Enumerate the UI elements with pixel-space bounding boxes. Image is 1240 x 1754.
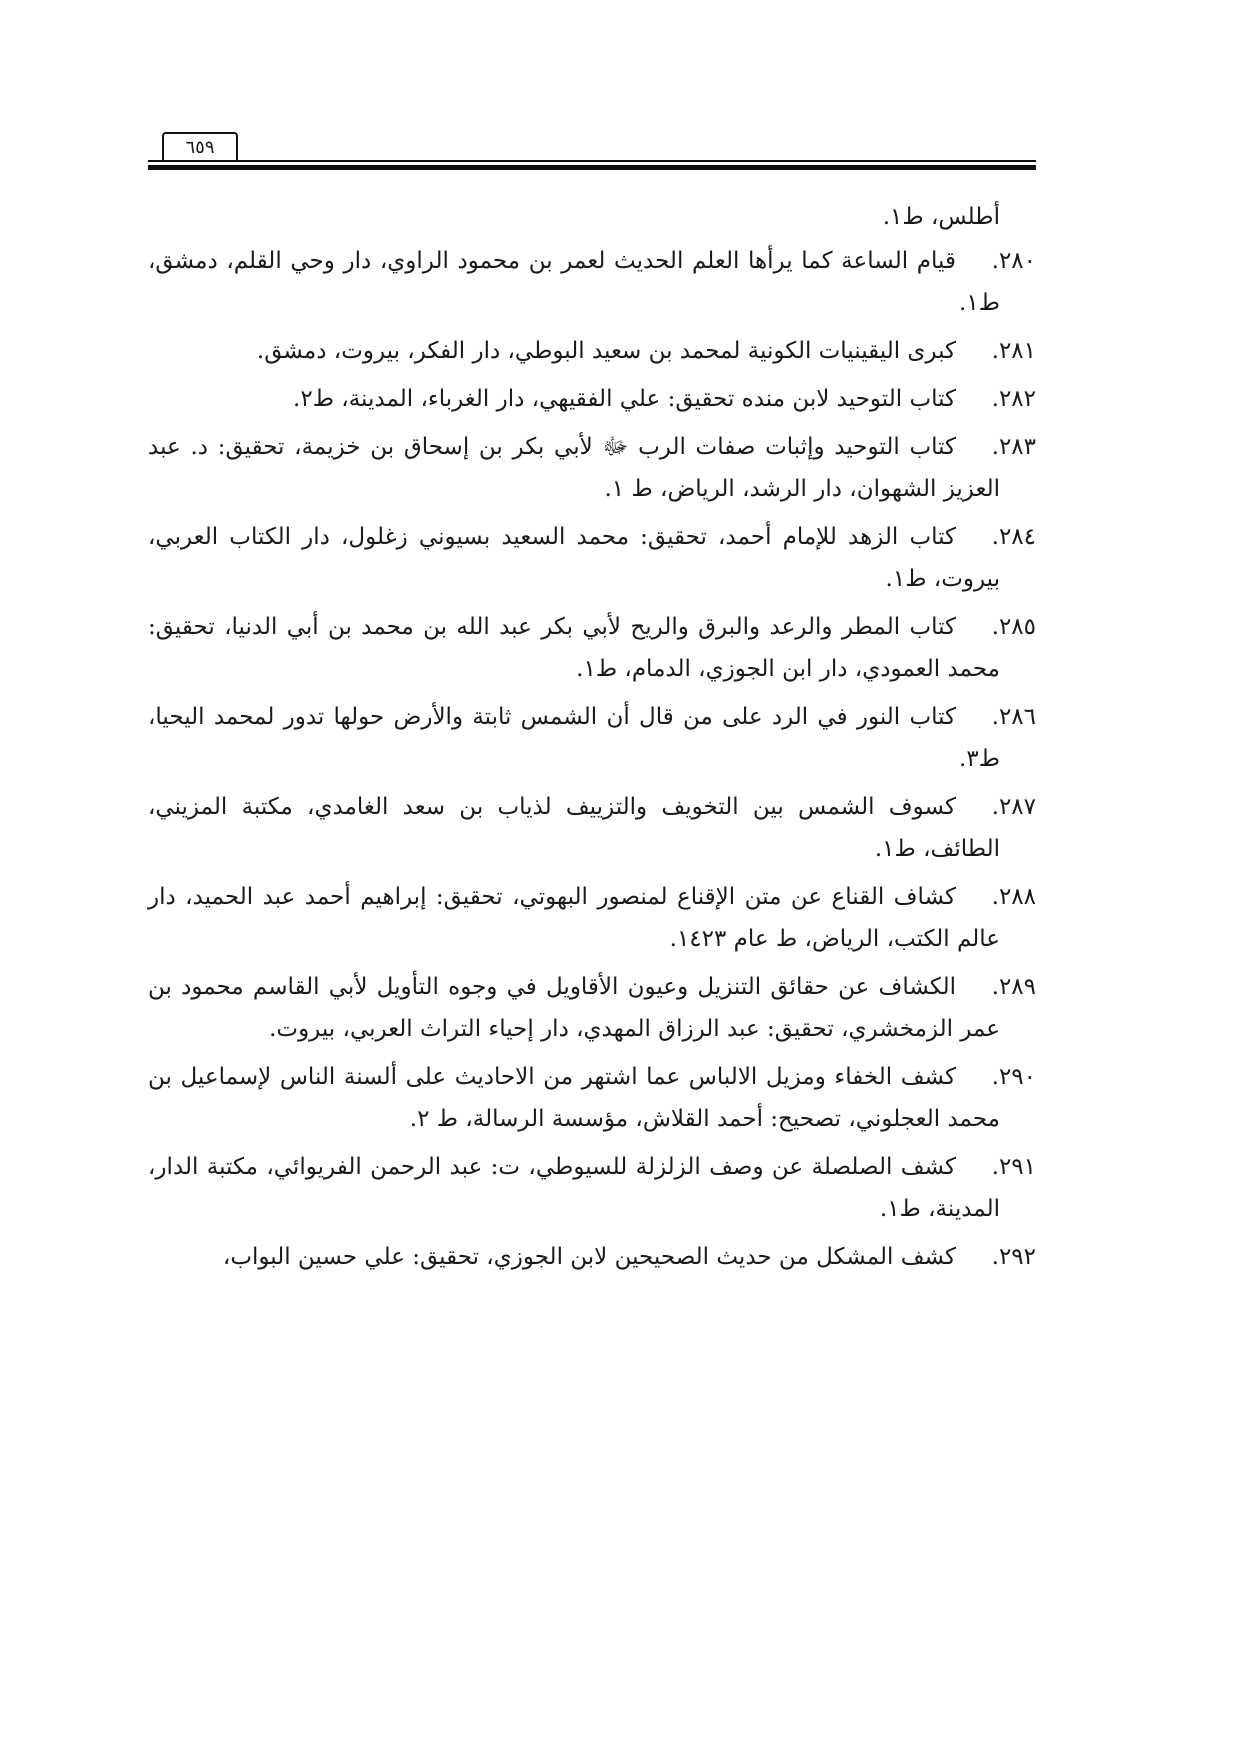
entry-text: كشف الخفاء ومزيل الالباس عما اشتهر من الاحاديث على ألسنة الناس لإسماعيل بن محمد العجلوني، تصحيح: أحمد القلاش، مؤسسة الرسالة، ط ٢. [148, 1064, 1000, 1132]
entry-text: كشف الصلصلة عن وصف الزلزلة للسيوطي، ت: عبد الرحمن الفريوائي، مكتبة الدار، المدينة، ط١. [148, 1154, 1000, 1222]
entry-number: ٢٩١. [991, 1154, 1036, 1180]
bibliography-entry [148, 696, 1036, 780]
bibliography-list [148, 196, 1036, 1284]
entry-text: كتاب التوحيد لابن منده تحقيق: علي الفقيهي، دار الغرباء، المدينة، ط٢. [293, 386, 956, 412]
entry-number: ٢٨١. [991, 338, 1036, 364]
bibliography-entry [148, 1146, 1036, 1230]
page-header [148, 132, 1036, 172]
page-number: ٦٥٩ [162, 132, 238, 162]
entry-text: كتاب النور في الرد على من قال أن الشمس ثابتة والأرض حولها تدور لمحمد اليحيا، ط٣. [148, 704, 1000, 772]
bibliography-entry [148, 516, 1036, 600]
entry-number: ٢٨٢. [991, 386, 1036, 412]
entry-number: ٢٨٤. [991, 524, 1036, 550]
entry-number: ٢٨٦. [991, 704, 1036, 730]
header-rule-thick [148, 165, 1036, 170]
bibliography-entry [148, 426, 1036, 510]
entry-number: ٢٨٣. [991, 434, 1036, 460]
bibliography-entry [148, 1056, 1036, 1140]
entry-text: كسوف الشمس بين التخويف والتزييف لذياب بن سعد الغامدي، مكتبة المزيني، الطائف، ط١. [148, 794, 1000, 862]
entry-number: ٢٨٩. [991, 974, 1036, 1000]
entry-number: ٢٨٠. [991, 248, 1036, 274]
entry-text: كشف المشكل من حديث الصحيحين لابن الجوزي، تحقيق: علي حسين البواب، [222, 1244, 956, 1270]
bibliography-entry [148, 606, 1036, 690]
entry-text: كشاف القناع عن متن الإقناع لمنصور البهوتي، تحقيق: إبراهيم أحمد عبد الحميد، دار عالم الكتب، الرياض، ط عام ١٤٢٣. [148, 884, 1000, 952]
entry-text: قيام الساعة كما يرأها العلم الحديث لعمر بن محمود الراوي، دار وحي القلم، دمشق، ط١. [148, 248, 1000, 316]
entry-number: ٢٩٢. [991, 1244, 1036, 1270]
continuation-line: أطلس، ط١. [882, 204, 1000, 230]
entry-text: كبرى اليقينيات الكونية لمحمد بن سعيد البوطي، دار الفكر، بيروت، دمشق. [256, 338, 956, 364]
header-rule-thin [148, 160, 1036, 162]
entry-text: كتاب التوحيد وإثبات صفات الرب ﷻ لأبي بكر بن إسحاق بن خزيمة، تحقيق: د. عبد العزيز الشهوان، دار الرشد، الرياض، ط ١. [148, 434, 1000, 502]
bibliography-entry [148, 330, 1036, 372]
bibliography-entry [148, 378, 1036, 420]
bibliography-entry [148, 966, 1036, 1050]
bibliography-entry [148, 876, 1036, 960]
bibliography-entry [148, 786, 1036, 870]
entry-text: كتاب المطر والرعد والبرق والريح لأبي بكر عبد الله بن محمد بن أبي الدنيا، تحقيق: محمد العمودي، دار ابن الجوزي، الدمام، ط١. [148, 614, 1000, 682]
entry-number: ٢٨٥. [991, 614, 1036, 640]
entry-text: الكشاف عن حقائق التنزيل وعيون الأقاويل في وجوه التأويل لأبي القاسم محمود بن عمر الزمخشري، تحقيق: عبد الرزاق المهدي، دار إحياء التراث العربي، بيروت. [148, 974, 1000, 1042]
entry-number: ٢٨٧. [991, 794, 1036, 820]
entry-text: كتاب الزهد للإمام أحمد، تحقيق: محمد السعيد بسيوني زغلول، دار الكتاب العربي، بيروت، ط١. [148, 524, 1000, 592]
bibliography-entry [148, 1236, 1036, 1278]
entry-number: ٢٩٠. [991, 1064, 1036, 1090]
entry-number: ٢٨٨. [991, 884, 1036, 910]
bibliography-entry [148, 240, 1036, 324]
